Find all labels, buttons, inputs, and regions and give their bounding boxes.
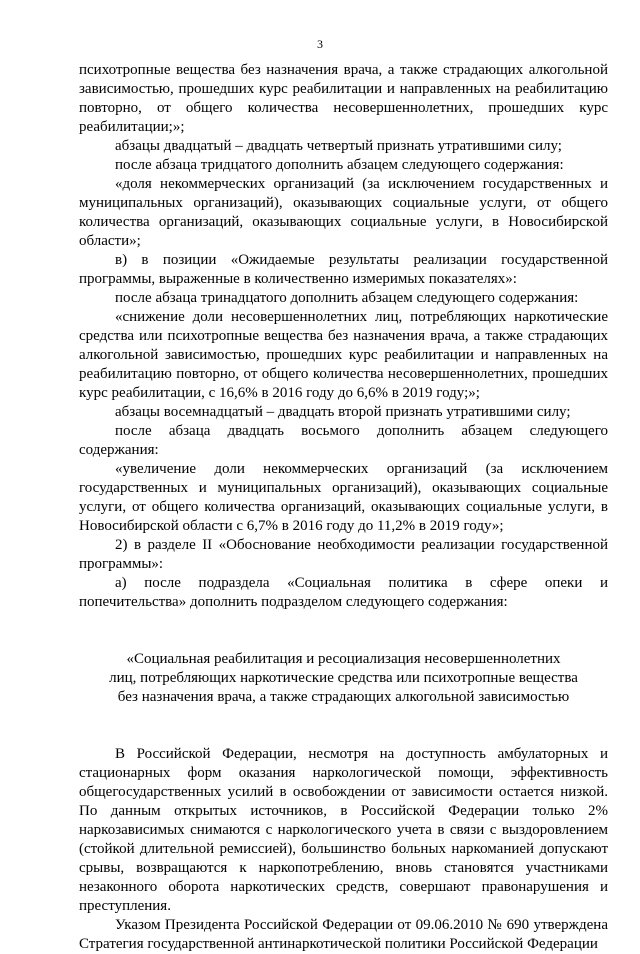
paragraph: после абзаца двадцать восьмого дополнить абзацем следующего содержания: [79,423,608,458]
paragraph: после абзаца тринадцатого дополнить абзацем следующего содержания: [115,290,579,306]
paragraph: в) в позиции «Ожидаемые результаты реализации государственной программы, выраженные в количественно измеримых показателях»: [79,252,608,287]
paragraph: «доля некоммерческих организаций (за исключением государственных и муниципальных организаций), оказывающих социальные услуги, от общего количества организаций, оказывающих социальные услуги, в Новосибирской области»; [79,176,608,249]
paragraph: Указом Президента Российской Федерации от 09.06.2010 № 690 утверждена Стратегия государственной антинаркотической политики Российской Федерации [79,917,608,952]
paragraph: 2) в разделе II «Обоснование необходимости реализации государственной программы»: [79,537,608,572]
paragraph: «снижение доли несовершеннолетних лиц, потребляющих наркотические средства или психотропные вещества без назначения врача, а также страдающих алкогольной зависимостью, прошедших курс реабилитации и направленных на реабилитацию повторно, от общего количества несовершеннолетних, прошедших курс реабилитации, с 16,6% в 2016 году до 6,6% в 2019 году;»; [79,309,608,401]
paragraph: В Российской Федерации, несмотря на доступность амбулаторных и стационарных форм оказания наркологической помощи, эффективность общегосударственных усилий в освобождении от зависимости остается низкой. По данным открытых источников, в Российской Федерации только 2% наркозависимых снимаются с наркологического учета в связи с выздоровлением (стойкой длительной ремиссией), большинство больных наркоманией допускают срывы, возвращаются к наркопотреблению, вновь становятся участниками незаконного оборота наркотических средств, совершают правонарушения и преступления. [79,746,608,914]
paragraph: «увеличение доли некоммерческих организаций (за исключением государственных и муниципальных организаций), оказывающих социальные услуги, от общего количества организаций, оказывающих социальные услуги, в Новосибирской области с 6,7% в 2016 году до 11,2% в 2019 году»; [79,461,608,534]
heading-line: «Социальная реабилитация и ресоциализация несовершеннолетних [126,651,561,667]
paragraph: после абзаца тридцатого дополнить абзацем следующего содержания: [115,157,564,173]
page-number: 3 [317,37,323,51]
paragraph: абзацы восемнадцатый – двадцать второй признать утратившими силу; [115,404,571,420]
heading-line: без назначения врача, а также страдающих алкогольной зависимостью [117,689,570,705]
document-body [79,61,608,954]
subsection-heading [79,650,608,707]
paragraph: психотропные вещества без назначения врача, а также страдающих алкогольной зависимостью, прошедших курс реабилитации и направленных на реабилитацию повторно, от общего количества несовершеннолетних, прошедших курс реабилитации;»; [79,62,608,135]
paragraph: абзацы двадцатый – двадцать четвертый признать утратившими силу; [115,138,562,154]
paragraph: а) после подраздела «Социальная политика в сфере опеки и попечительства» дополнить подразделом следующего содержания: [79,575,608,610]
heading-line: лиц, потребляющих наркотические средства или психотропные вещества [109,670,578,686]
